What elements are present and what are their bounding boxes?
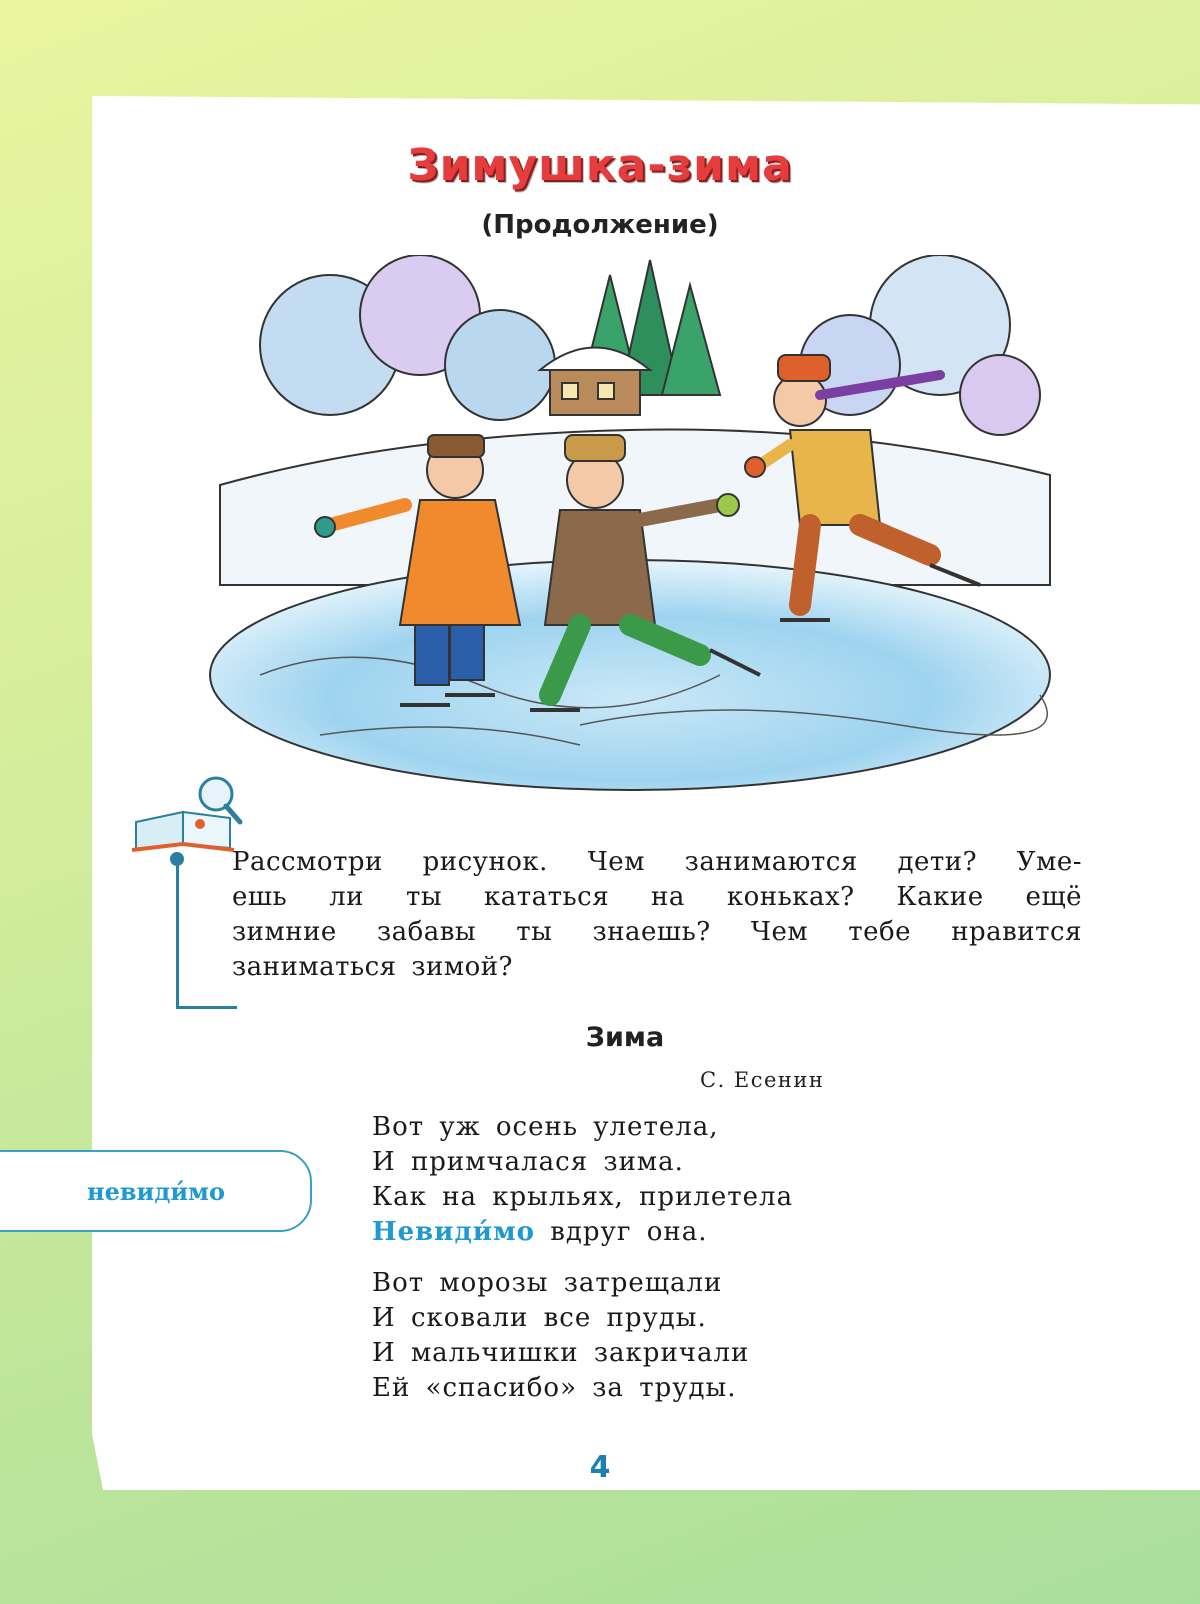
poem-line: И примчалася зима. bbox=[372, 1147, 684, 1177]
poem-stanza-1 bbox=[372, 1110, 793, 1250]
task-line: ешь ли ты кататься на коньках? Какие ещё bbox=[232, 882, 1082, 912]
task-line: зимние забавы ты знаешь? Чем тебе нравится bbox=[232, 917, 1082, 947]
page-subtitle: (Продолжение) bbox=[481, 210, 719, 240]
poem-title: Зима bbox=[585, 1022, 665, 1053]
poem-stanza-2 bbox=[372, 1266, 749, 1406]
page-title: Зимушка-зима bbox=[407, 140, 793, 191]
poem-line: Ей «спасибо» за труды. bbox=[372, 1373, 737, 1403]
poem-line: Как на крыльях, прилетела bbox=[372, 1182, 794, 1212]
children-skating-illustration bbox=[200, 255, 1070, 795]
task-bracket bbox=[176, 858, 237, 1009]
task-bracket-dot bbox=[170, 852, 184, 866]
poem-line: И мальчишки закричали bbox=[372, 1338, 750, 1368]
task-text bbox=[232, 845, 1082, 985]
poem-line-rest: вдруг она. bbox=[535, 1217, 708, 1247]
poem-line: Вот уж осень улетела, bbox=[372, 1112, 719, 1142]
poem-line: Вот морозы затрещали bbox=[372, 1268, 723, 1298]
task-line: заниматься зимой? bbox=[232, 952, 513, 982]
poem-line: И сковали все пруды. bbox=[372, 1303, 707, 1333]
vocabulary-word: невиди́мо bbox=[87, 1176, 225, 1206]
poem-author: С. Есенин bbox=[700, 1068, 825, 1092]
vocabulary-box bbox=[0, 1150, 312, 1232]
task-line: Рассмотри рисунок. Чем занимаются дети? Уме- bbox=[232, 847, 1082, 877]
book-magnifier-icon bbox=[128, 772, 248, 852]
poem-line bbox=[372, 1215, 793, 1250]
page-number: 4 bbox=[589, 1450, 611, 1485]
highlighted-word: Невиди́мо bbox=[372, 1217, 535, 1247]
